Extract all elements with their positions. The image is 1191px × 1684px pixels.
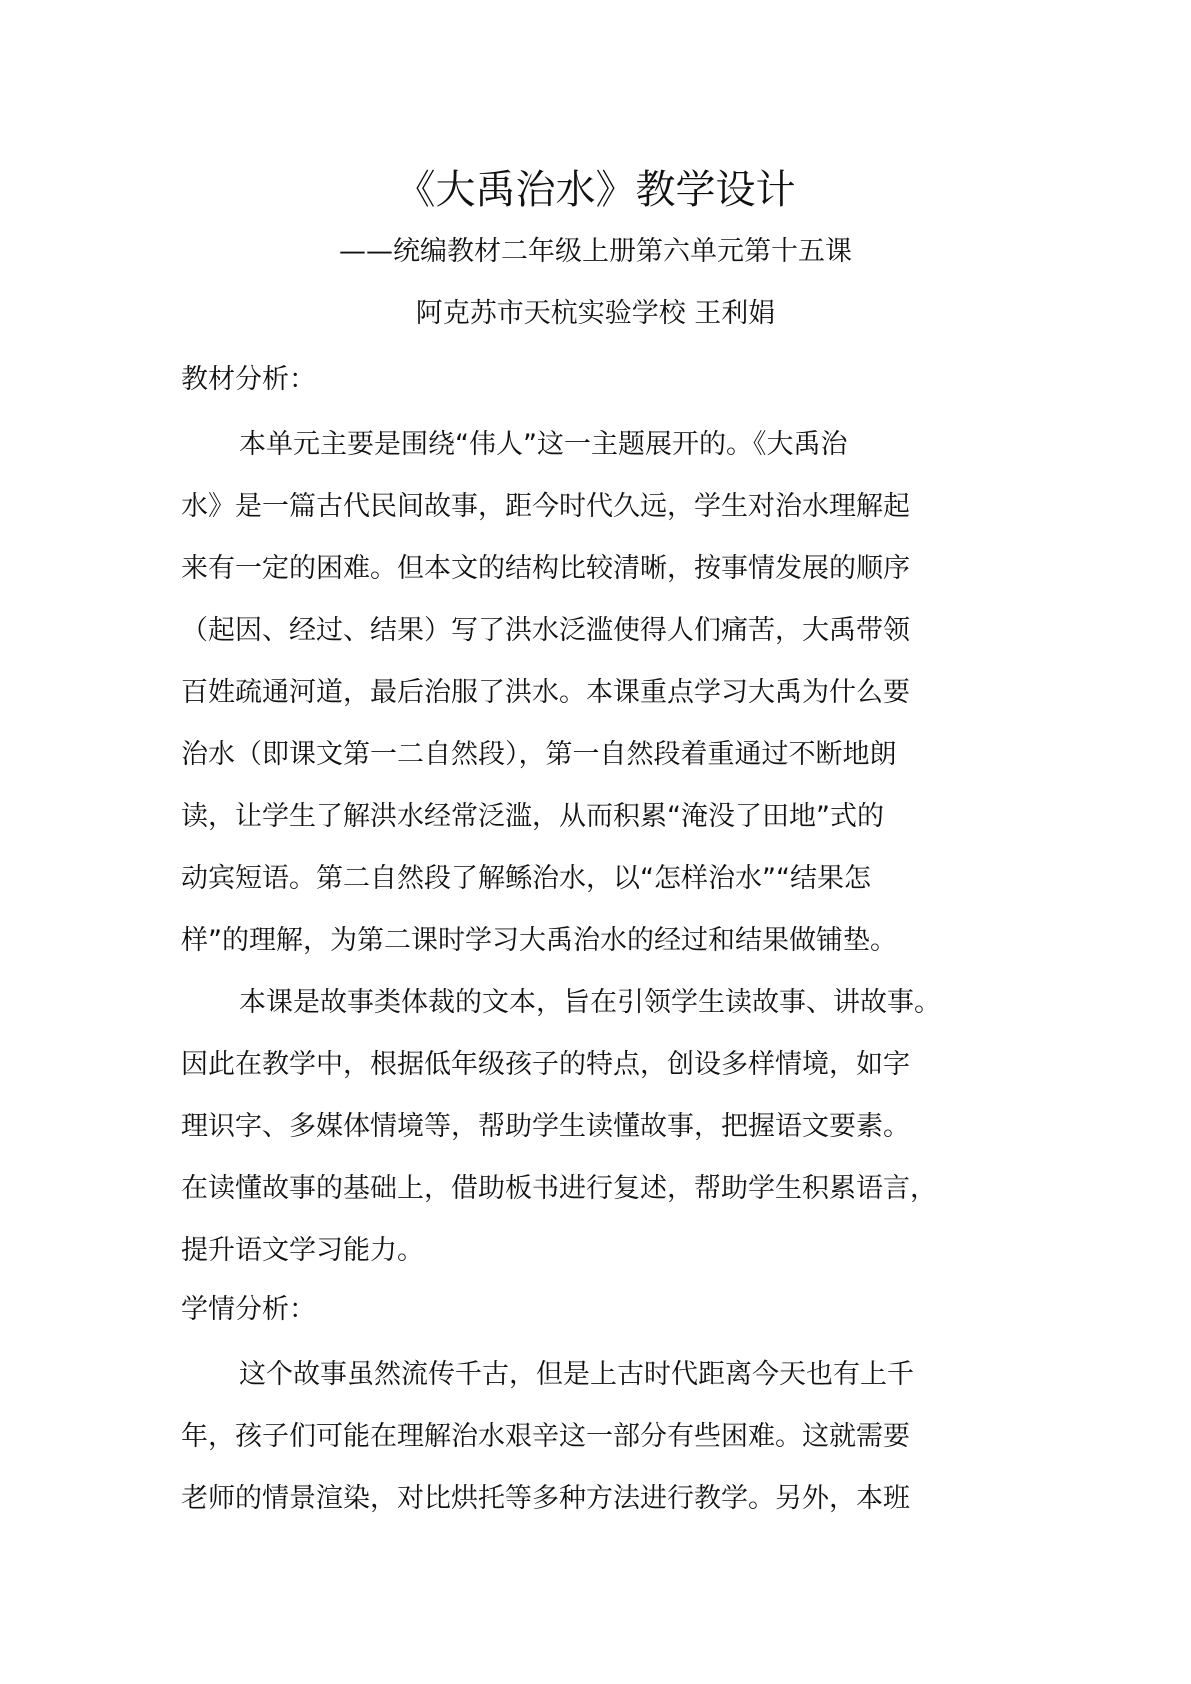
paragraph-line: 提升语文学习能力。 [181,1235,424,1266]
paragraph-line: 这个故事虽然流传千古，但是上古时代距离今天也有上千 [239,1359,914,1390]
paragraph-textbook-analysis-2 [181,972,1026,1282]
paragraph-line: 百姓疏通河道，最后治服了洪水。本课重点学习大禹为什么要 [181,677,910,708]
document-subtitle: ——统编教材二年级上册第六单元第十五课 [339,236,852,267]
paragraph-line: 来有一定的困难。但本文的结构比较清晰，按事情发展的顺序 [181,553,910,584]
paragraph-student-analysis-1 [181,1344,1026,1530]
paragraph-line: 动宾短语。第二自然段了解鲧治水，以“怎样治水”“结果怎 [181,863,871,894]
paragraph-line: 在读懂故事的基础上，借助板书进行复述，帮助学生积累语言， [181,1173,937,1204]
paragraph-line: （起因、经过、结果）写了洪水泛滥使得人们痛苦，大禹带领 [181,615,910,646]
paragraph-line: 样”的理解，为第二课时学习大禹治水的经过和结果做铺垫。 [181,925,897,956]
paragraph-line: 本单元主要是围绕“伟人”这一主题展开的。《大禹治 [239,429,848,460]
paragraph-line: 水》是一篇古代民间故事，距今时代久远，学生对治水理解起 [181,491,910,522]
paragraph-line: 因此在教学中，根据低年级孩子的特点，创设多样情境，如字 [181,1049,910,1080]
section-heading-student-analysis: 学情分析： [181,1294,316,1325]
paragraph-line: 理识字、多媒体情境等，帮助学生读懂故事，把握语文要素。 [181,1111,910,1142]
document-title: 《大禹治水》教学设计 [395,167,796,213]
paragraph-line: 读，让学生了解洪水经常泛滥，从而积累“淹没了田地”式的 [181,801,884,832]
paragraph-line: 老师的情景渲染，对比烘托等多种方法进行教学。另外，本班 [181,1483,910,1514]
paragraph-textbook-analysis-1 [181,414,1026,972]
paragraph-line: 本课是故事类体裁的文本，旨在引领学生读故事、讲故事。 [239,987,941,1018]
paragraph-line: 年，孩子们可能在理解治水艰辛这一部分有些困难。这就需要 [181,1421,910,1452]
document-author: 阿克苏市天杭实验学校 王利娟 [415,298,776,329]
section-heading-textbook-analysis: 教材分析： [181,364,316,395]
document-body [181,360,1026,1530]
paragraph-line: 治水（即课文第一二自然段），第一自然段着重通过不断地朗 [181,739,897,770]
